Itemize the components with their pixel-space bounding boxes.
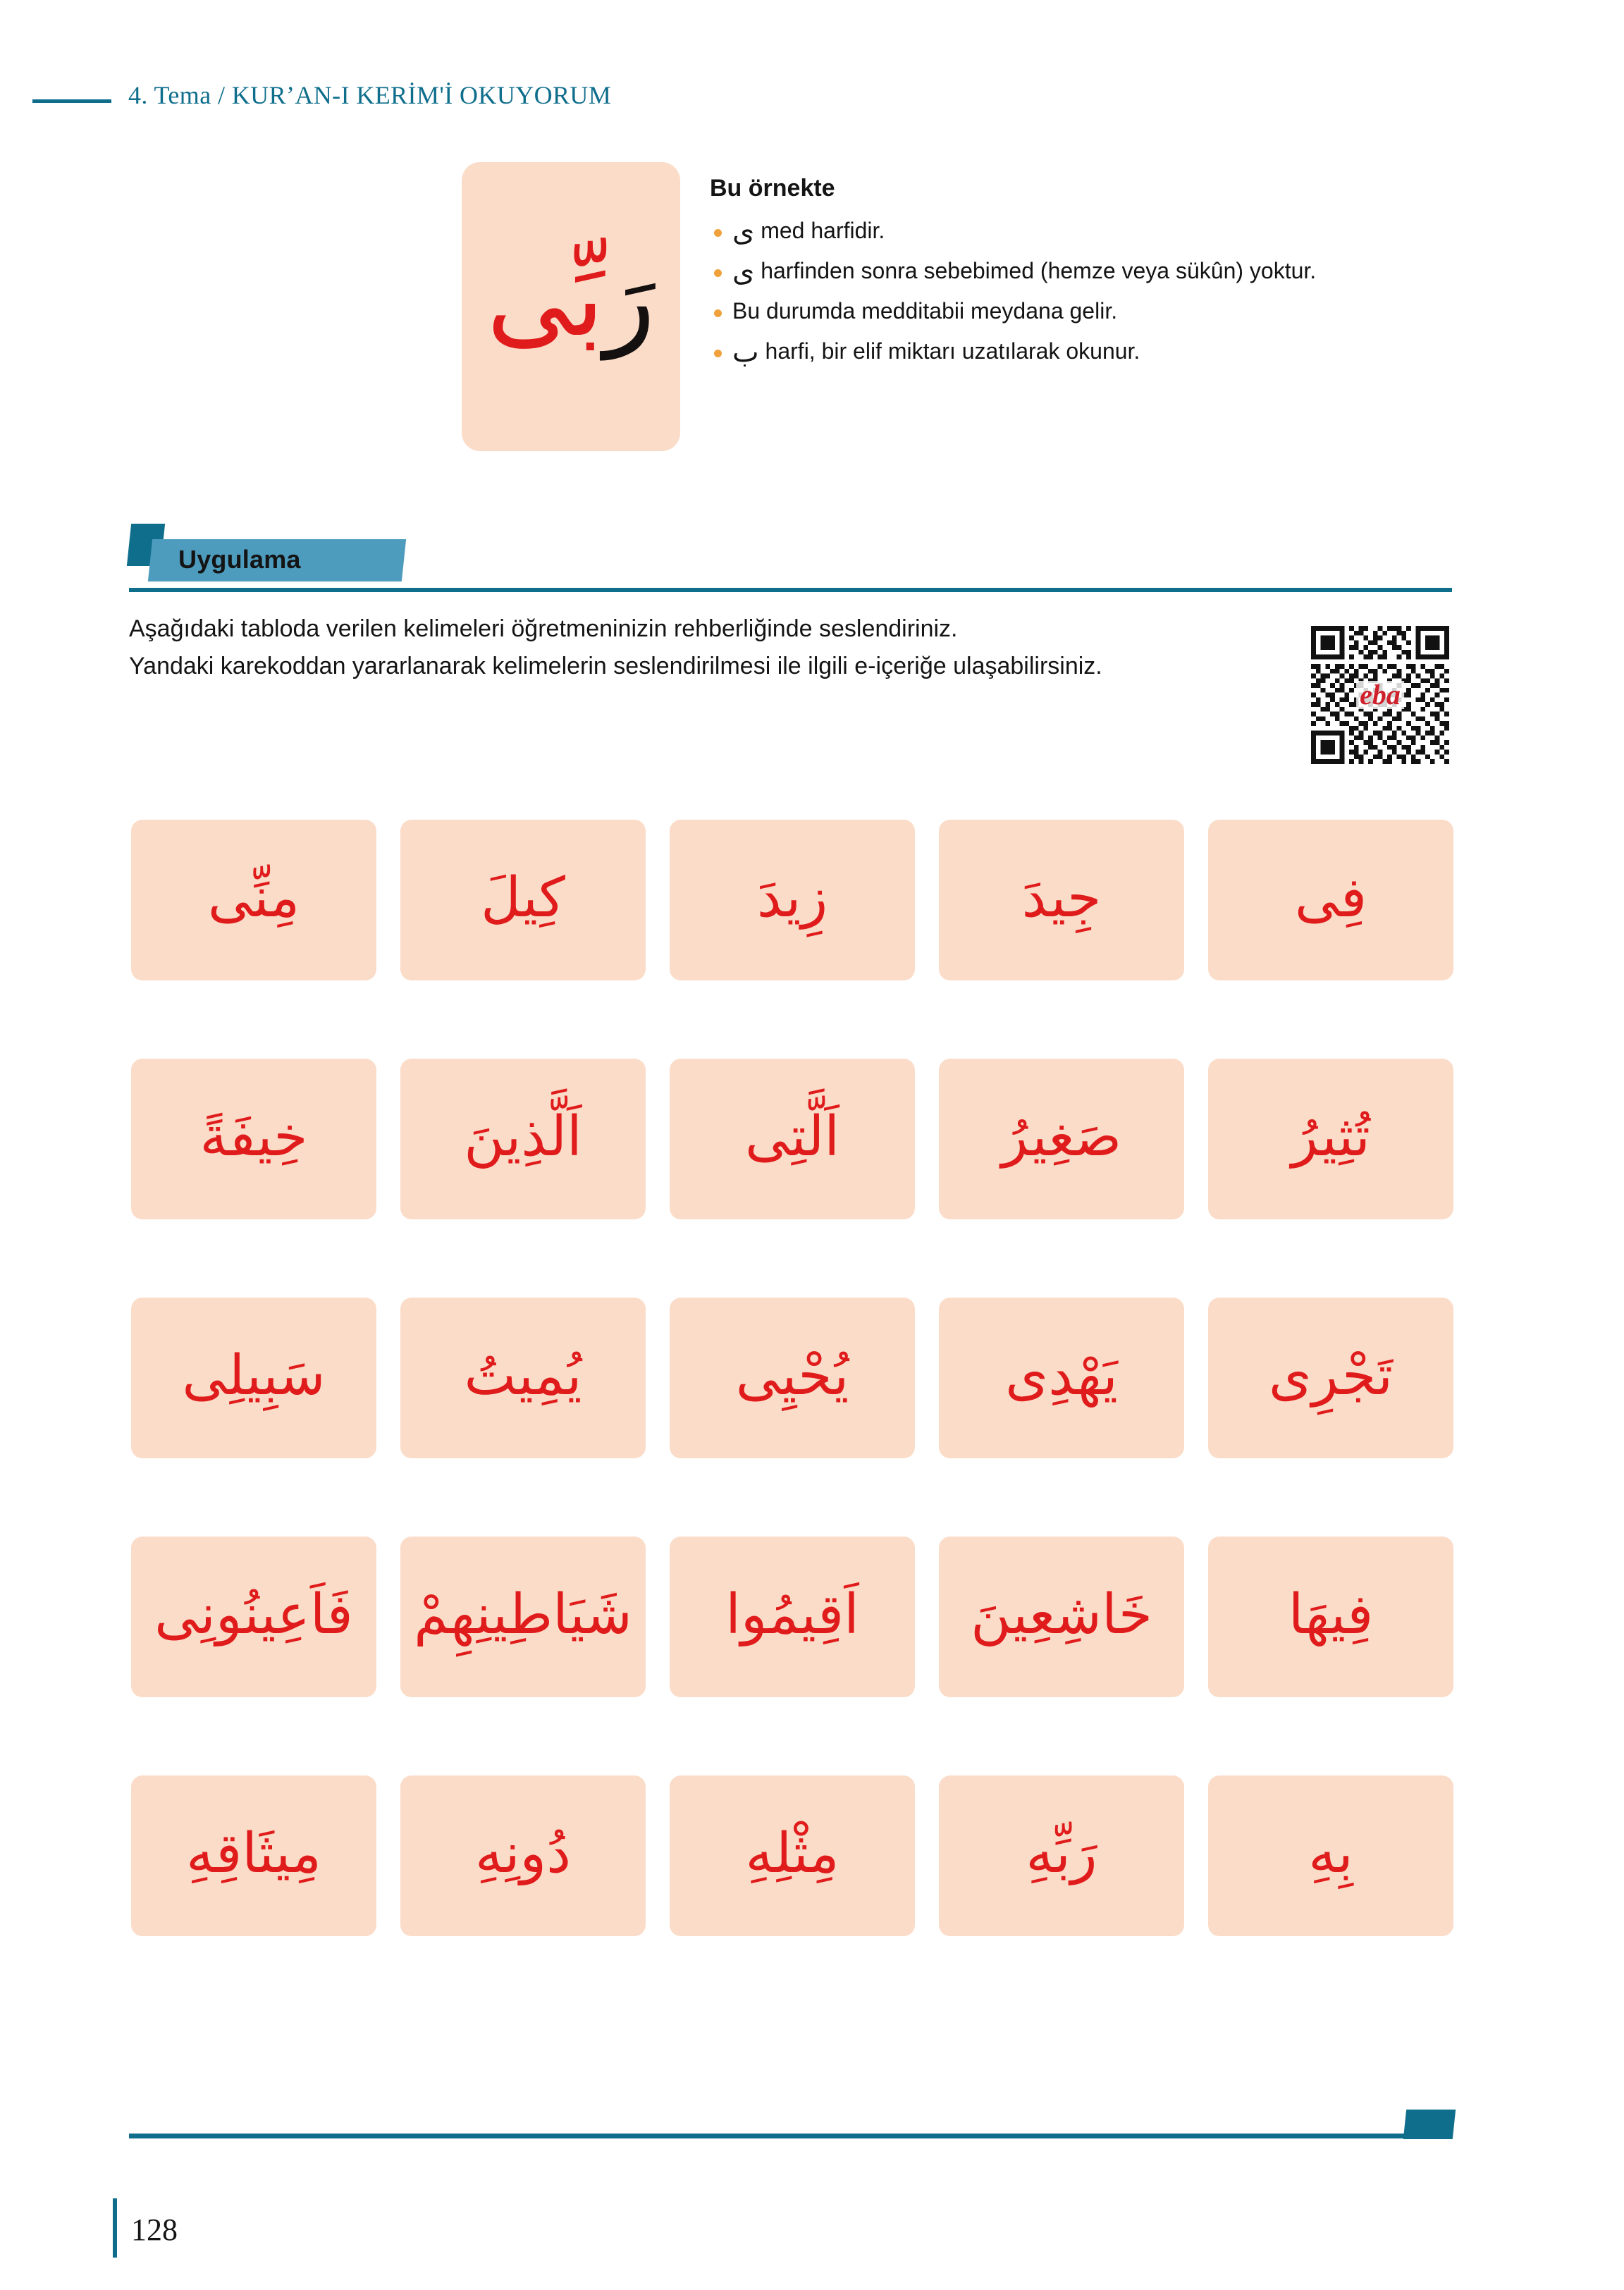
word-text: دُونِهِ — [475, 1822, 571, 1885]
header-rule — [32, 99, 111, 103]
word-card[interactable] — [131, 1298, 376, 1458]
list-item — [710, 216, 1422, 248]
word-card[interactable] — [1208, 1775, 1453, 1936]
bullet-text: harfinden sonra sebebimed (hemze veya sükûn) yoktur. — [754, 257, 1317, 283]
uygulama-divider-rule — [129, 588, 1452, 592]
page-number-bar — [113, 2198, 117, 2258]
bullet-arabic-glyph: ب — [732, 336, 759, 369]
word-text: صَغِيرُ — [1001, 1105, 1122, 1169]
bullet-dot-icon — [714, 269, 722, 277]
word-text: بِهِ — [1308, 1822, 1353, 1885]
list-item — [710, 255, 1422, 288]
word-text: اَقِيمُوا — [725, 1583, 859, 1646]
footer-corner-tab — [1403, 2110, 1456, 2139]
instructions-block — [129, 615, 1207, 690]
word-card[interactable] — [670, 1775, 915, 1936]
example-word-card — [462, 162, 680, 451]
example-arabic-black-part: رَ — [604, 238, 656, 360]
word-card[interactable] — [400, 1298, 646, 1458]
word-text: اَلَّتِى — [745, 1105, 839, 1169]
word-card[interactable] — [939, 820, 1184, 980]
word-text: يَهْدِى — [1005, 1344, 1118, 1408]
page-title: 4. Tema / KUR’AN-I KERİM'İ OKUYORUM — [128, 81, 612, 109]
word-text: مِنِّى — [207, 866, 300, 930]
bullet-dot-icon — [714, 229, 722, 237]
word-text: تَجْرِى — [1268, 1344, 1394, 1408]
page-number: 128 — [131, 2212, 178, 2247]
word-text: يُمِيتُ — [464, 1344, 582, 1408]
example-section — [462, 162, 1441, 451]
word-text: جِيدَ — [1021, 866, 1102, 930]
word-card[interactable] — [939, 1537, 1184, 1697]
word-text: تُثِيرُ — [1291, 1105, 1370, 1169]
word-card[interactable] — [1208, 1059, 1453, 1219]
instruction-line-2: Yandaki karekoddan yararlanarak kelimelerin seslendirilmesi ile ilgili e-içeriğe ulaşabilirsiniz. — [129, 653, 1102, 680]
word-grid — [131, 820, 1453, 1936]
word-text: مِثْلِهِ — [745, 1822, 839, 1885]
example-bullet-list — [710, 216, 1422, 369]
word-text: فَاَعِينُونِى — [154, 1583, 353, 1646]
bullet-dot-icon — [714, 350, 722, 357]
word-card[interactable] — [131, 1059, 376, 1219]
word-card[interactable] — [670, 820, 915, 980]
example-heading: Bu örnekte — [710, 175, 835, 202]
list-item — [710, 336, 1422, 369]
word-text: خِيفَةً — [199, 1105, 308, 1169]
example-explanation — [710, 162, 1422, 377]
word-text: فِى — [1294, 866, 1367, 930]
uygulama-section-header — [0, 518, 1624, 603]
word-text: شَيَاطِينِهِمْ — [414, 1583, 632, 1646]
word-card[interactable] — [1208, 1298, 1453, 1458]
word-card[interactable] — [131, 820, 376, 980]
word-card[interactable] — [670, 1059, 915, 1219]
instruction-line-1: Aşağıdaki tabloda verilen kelimeleri öğretmeninizin rehberliğinde seslendiriniz. — [129, 615, 958, 642]
word-text: سَبِيلِى — [182, 1344, 326, 1408]
bullet-arabic-glyph: ى — [732, 216, 755, 248]
word-text: رَبِّهِ — [1026, 1822, 1097, 1885]
bullet-text: harfi, bir elif miktarı uzatılarak okunur. — [758, 338, 1140, 364]
bullet-arabic-glyph: ى — [732, 255, 755, 288]
word-text: كِيلَ — [481, 866, 565, 930]
uygulama-label: Uygulama — [178, 545, 301, 574]
eba-logo: eba — [1356, 681, 1404, 709]
word-card[interactable] — [400, 1775, 646, 1936]
word-card[interactable] — [131, 1537, 376, 1697]
word-card[interactable] — [400, 820, 646, 980]
word-text: زِيدَ — [756, 866, 828, 930]
word-card[interactable] — [131, 1775, 376, 1936]
word-text: يُحْيِى — [735, 1344, 849, 1408]
word-card[interactable] — [400, 1059, 646, 1219]
example-arabic-red-part: بِّى — [486, 238, 605, 360]
page-header — [0, 74, 1624, 116]
word-card[interactable] — [1208, 820, 1453, 980]
word-card[interactable] — [400, 1537, 646, 1697]
bullet-text: med harfidir. — [754, 218, 885, 243]
word-text: اَلَّذِينَ — [464, 1105, 582, 1169]
word-card[interactable] — [670, 1537, 915, 1697]
word-card[interactable] — [1208, 1537, 1453, 1697]
example-arabic-word — [486, 238, 656, 367]
word-card[interactable] — [939, 1775, 1184, 1936]
footer-rule — [129, 2134, 1405, 2138]
bullet-dot-icon — [714, 309, 722, 317]
word-card[interactable] — [939, 1298, 1184, 1458]
bullet-text: Bu durumda medditabii meydana gelir. — [732, 297, 1118, 324]
list-item — [710, 297, 1422, 326]
word-card[interactable] — [670, 1298, 915, 1458]
word-text: خَاشِعِينَ — [971, 1583, 1152, 1646]
word-text: فِيهَا — [1288, 1583, 1374, 1646]
word-card[interactable] — [939, 1059, 1184, 1219]
word-text: مِيثَاقِهِ — [186, 1822, 321, 1885]
qr-code[interactable] — [1311, 626, 1449, 764]
